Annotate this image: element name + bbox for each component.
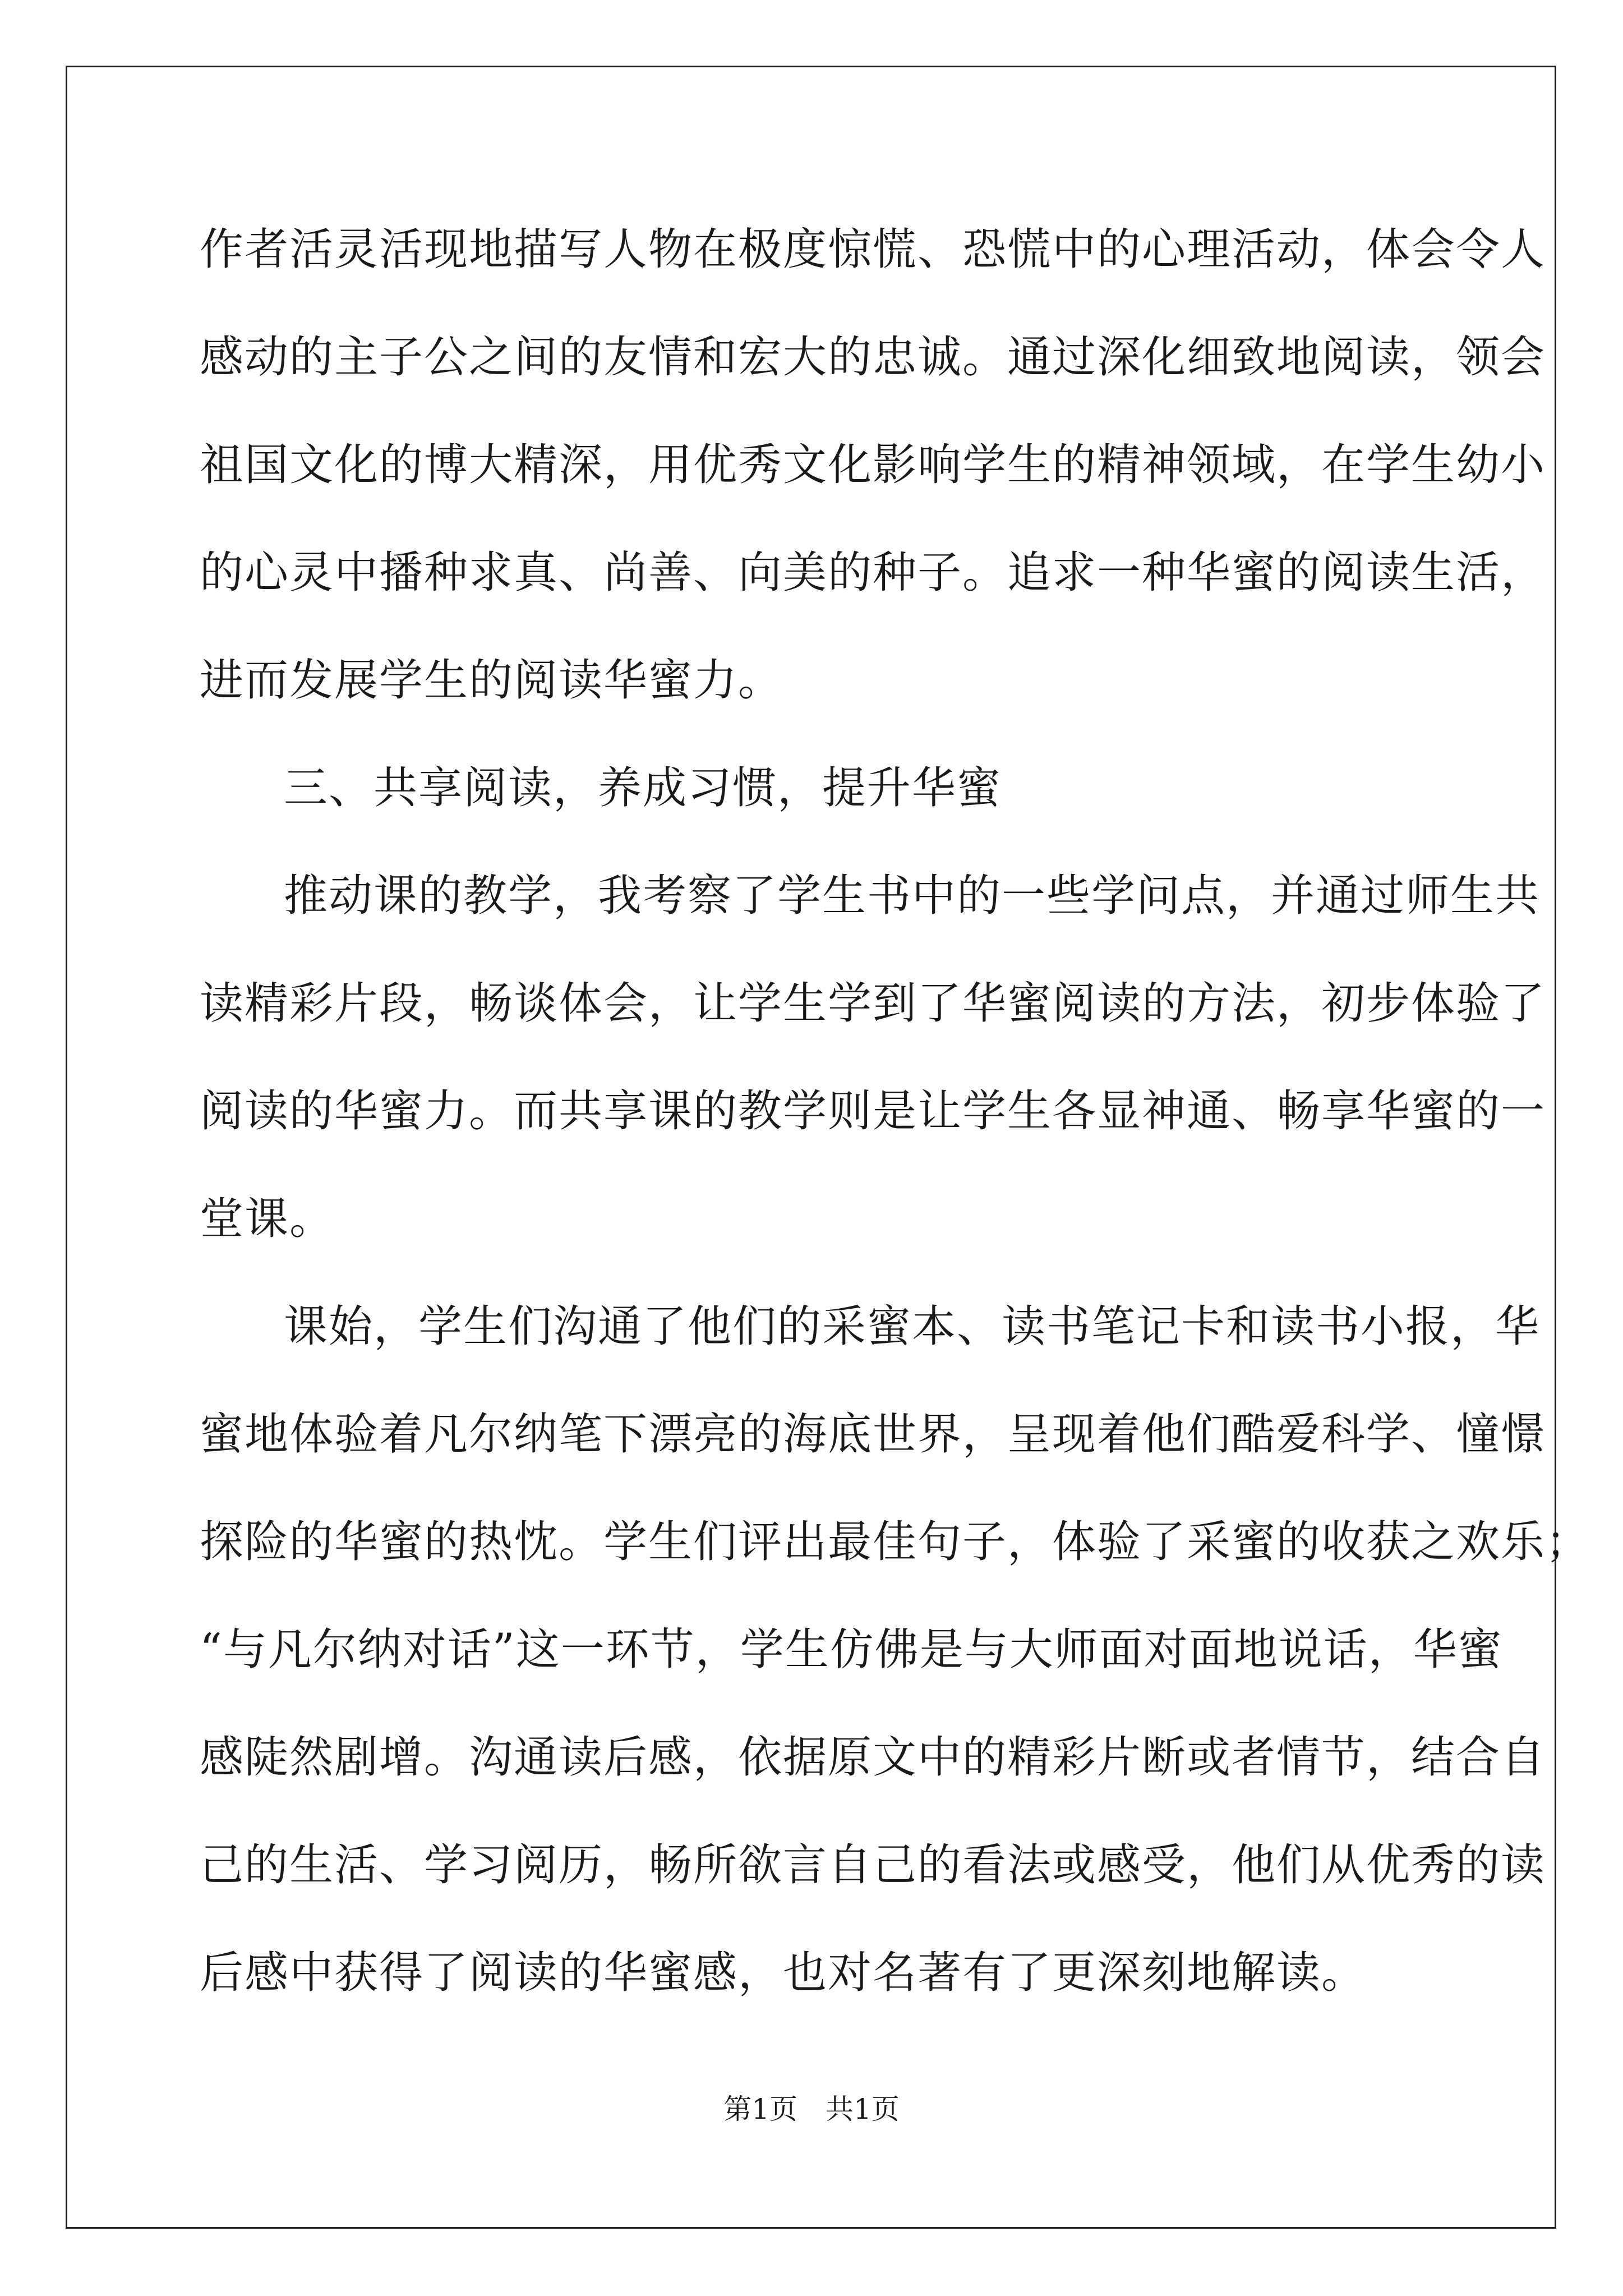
paragraph-line: 作者活灵活现地描写人物在极度惊慌、恐慌中的心理活动，体会令人 (200, 224, 1546, 275)
paragraph-line: 课始，学生们沟通了他们的采蜜本、读书笔记卡和读书小报，华 (284, 1301, 1541, 1352)
page-number: 第1页 共1页 (723, 2093, 900, 2125)
paragraph-line: 推动课的教学，我考察了学生书中的一些学问点，并通过师生共 (284, 871, 1541, 921)
paragraph-line: 感陡然剧增。沟通读后感，依据原文中的精彩片断或者情节，结合自 (200, 1732, 1546, 1783)
paragraph-line: 蜜地体验着凡尔纳笔下漂亮的海底世界，呈现着他们酷爱科学、憧憬 (200, 1409, 1546, 1460)
paragraph-line: 祖国文化的博大精深，用优秀文化影响学生的精神领域，在学生幼小 (200, 440, 1546, 490)
paragraph-line: 己的生活、学习阅历，畅所欲言自己的看法或感受，他们从优秀的读 (200, 1840, 1546, 1890)
paragraph-line: 后感中获得了阅读的华蜜感，也对名著有了更深刻地解读。 (200, 1948, 1367, 1998)
section-heading: 三、共享阅读，养成习惯，提升华蜜 (284, 763, 1002, 813)
paragraph-line: 阅读的华蜜力。而共享课的教学则是让学生各显神通、畅享华蜜的一 (200, 1086, 1546, 1137)
paragraph-line: 探险的华蜜的热忱。学生们评出最佳句子，体验了采蜜的收获之欢乐； (200, 1517, 1591, 1567)
paragraph-line: 感动的主子公之间的友情和宏大的忠诚。通过深化细致地阅读，领会 (200, 332, 1546, 383)
paragraph-line: 的心灵中播种求真、尚善、向美的种子。追求一种华蜜的阅读生活， (200, 547, 1546, 598)
paragraph-line: 进而发展学生的阅读华蜜力。 (200, 655, 783, 706)
paragraph-line: 读精彩片段，畅谈体会，让学生学到了华蜜阅读的方法，初步体验了 (200, 978, 1546, 1029)
paragraph-line: “与凡尔纳对话”这一环节，学生仿佛是与大师面对面地说话，华蜜 (200, 1625, 1503, 1675)
paragraph-line: 堂课。 (200, 1194, 335, 1244)
